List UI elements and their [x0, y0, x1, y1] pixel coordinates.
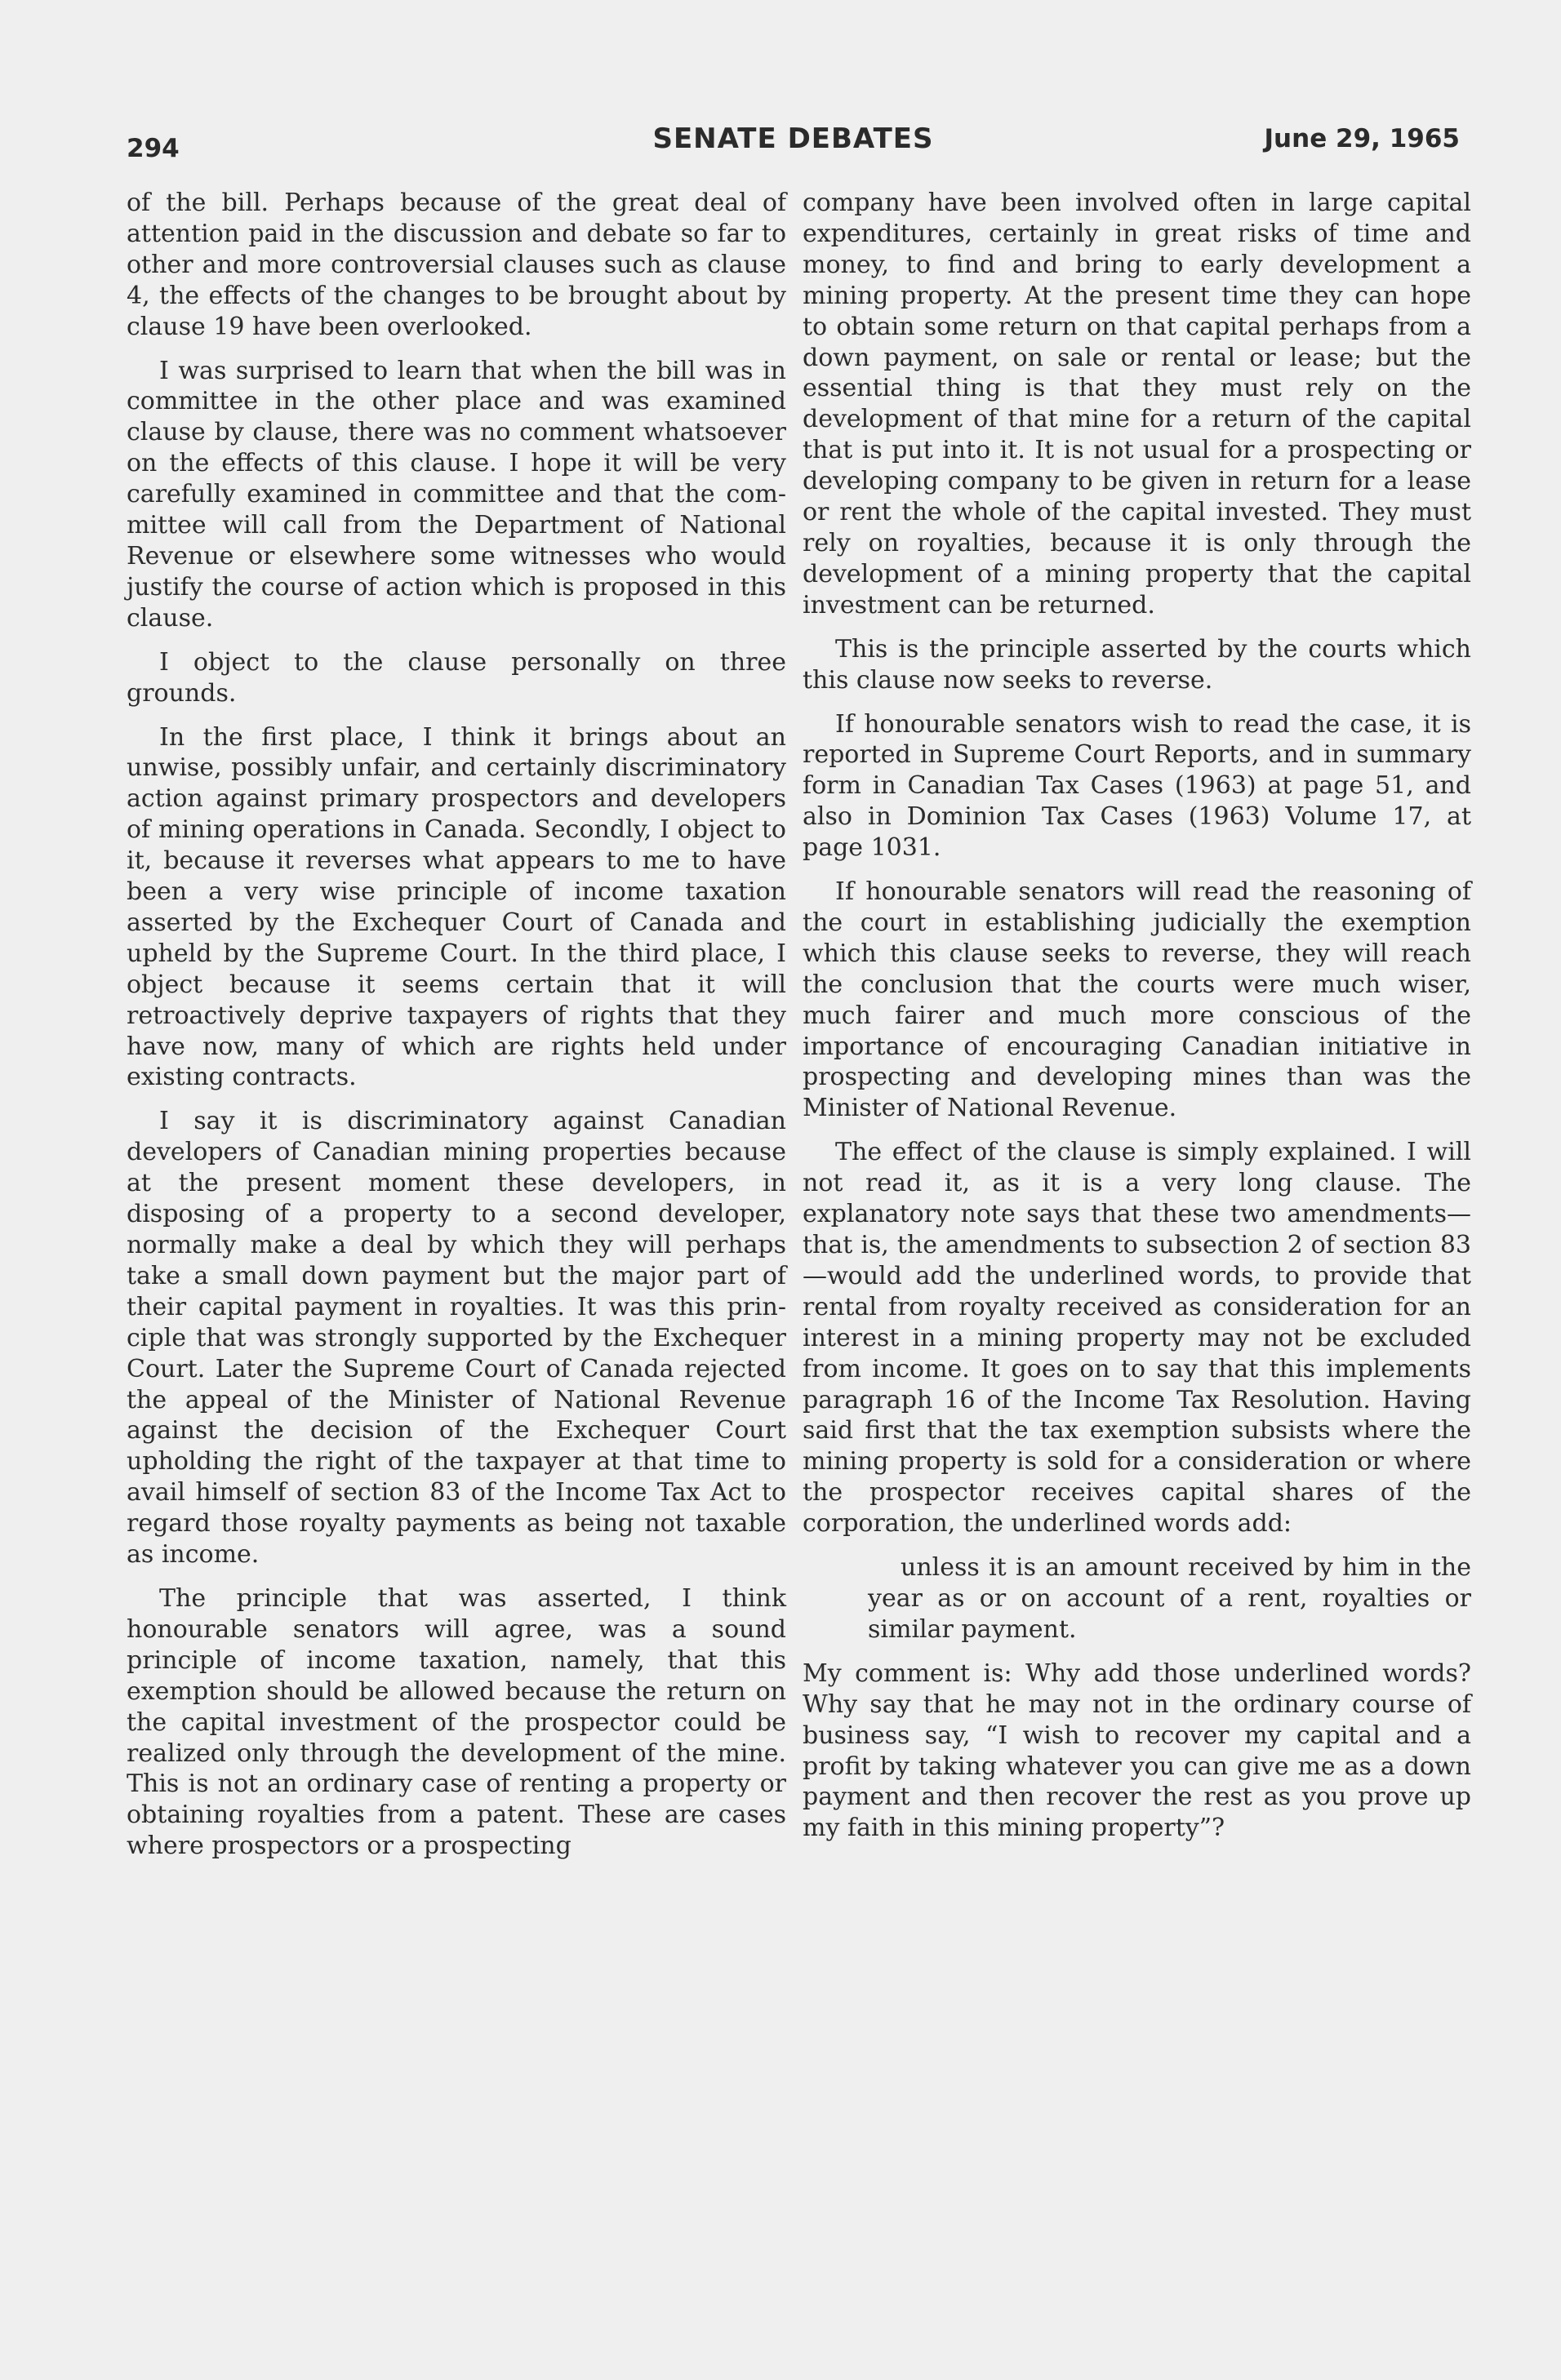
paragraph: My comment is: Why add those underlined words? Why say that he may not in the ordinary course of business say, “I wish to recover my capital and a profit by taking whatever you can give me as a down payment and then recover the rest as you prove up my faith in this mining property”? — [803, 1658, 1471, 1843]
paragraph: company have been involved often in large capital expenditures, certainly in great risks of time and money, to find and bring to early development a mining property. At the present time they can hope to obtain some return on that capital perhaps from a down payment, on sale or rental or lease; but the essential thing is that they must rely on the development of that mine for a return of the capital that is put into it. It is not usual for a prospecting or developing company to be given in return for a lease or rent the whole of the capital invested. They must rely on royalties, because it is only through the development of a mining property that the capital investment can be returned. — [803, 189, 1471, 619]
paragraph: I was surprised to learn that when the bill was in committee in the other place and was examined clause by clause, there was no comment whatsoever on the effects of this clause. I hope it will be very carefully examined in committee and that the committee will call from the Department of National Revenue or elsewhere some witnesses who would justify the course of action which is proposed in this clause. — [127, 356, 786, 633]
paragraph: This is the principle asserted by the courts which this clause now seeks to reverse. — [803, 634, 1471, 695]
right-column — [803, 188, 1471, 1857]
left-column — [127, 188, 786, 1875]
publication-title: SENATE DEBATES — [652, 122, 934, 155]
block-quote: unless it is an amount received by him in the year as or on account of a rent, royalties or similar payment. — [868, 1553, 1471, 1644]
paragraph: The principle that was asserted, I think honourable senators will agree, was a sound principle of income taxation, namely, that this exemption should be allowed because the return on the capital investment of the prospector could be realized only through the development of the mine. This is not an ordinary case of renting a property or obtaining royalties from a patent. These are cases where prospectors or a prospecting — [127, 1583, 786, 1861]
paragraph: If honourable senators will read the reasoning of the court in establishing judicially the exemption which this clause seeks to reverse, they will reach the conclusion that the courts were much wiser, much fairer and much more conscious of the importance of encouraging Canadian initiative in prospecting and developing mines than was the Minister of National Revenue. — [803, 877, 1471, 1123]
paragraph: The effect of the clause is simply explained. I will not read it, as it is a very long clause. The explanatory note says that these two amendments—that is, the amendments to subsection 2 of section 83—would add the underlined words, to provide that rental from royalty received as consideration for an interest in a mining property may not be excluded from income. It goes on to say that this implements paragraph 16 of the Income Tax Resolution. Having said first that the tax exemption subsists where the mining property is sold for a consideration or where the prospector receives capital shares of the corporation, the underlined words add: — [803, 1138, 1471, 1539]
paragraph: If honourable senators wish to read the case, it is reported in Supreme Court Reports, and in summary form in Canadian Tax Cases (1963) at page 51, and also in Dominion Tax Cases (1963) Volume 17, at page 1031. — [803, 709, 1471, 863]
paragraph: In the first place, I think it brings about an unwise, possibly unfair, and certainly discriminatory action against primary prospectors and developers of mining operations in Canada. Secondly, I object to it, because it reverses what appears to me to have been a very wise principle of income taxation asserted by the Exchequer Court of Canada and upheld by the Supreme Court. In the third place, I object because it seems certain that it will retroactively deprive taxpayers of rights that they have now, many of which are rights held under existing contracts. — [127, 722, 786, 1092]
paragraph: I say it is discriminatory against Canadian developers of Canadian mining properties because at the present moment these developers, in disposing of a property to a second developer, normally make a deal by which they will perhaps take a small down payment but the major part of their capital payment in royalties. It was this principle that was strongly supported by the Exchequer Court. Later the Supreme Court of Canada rejected the appeal of the Minister of National Revenue against the decision of the Exchequer Court upholding the right of the taxpayer at that time to avail himself of section 83 of the Income Tax Act to regard those royalty payments as being not taxable as income. — [127, 1107, 786, 1570]
paragraph: I object to the clause personally on three grounds. — [127, 647, 786, 708]
page-number: 294 — [127, 134, 180, 163]
paragraph: of the bill. Perhaps because of the great deal of attention paid in the discussion and debate so far to other and more controversial clauses such as clause 4, the effects of the changes to be brought about by clause 19 have been overlooked. — [127, 189, 786, 341]
publication-date: June 29, 1965 — [1264, 124, 1460, 153]
page-header — [127, 122, 1460, 171]
